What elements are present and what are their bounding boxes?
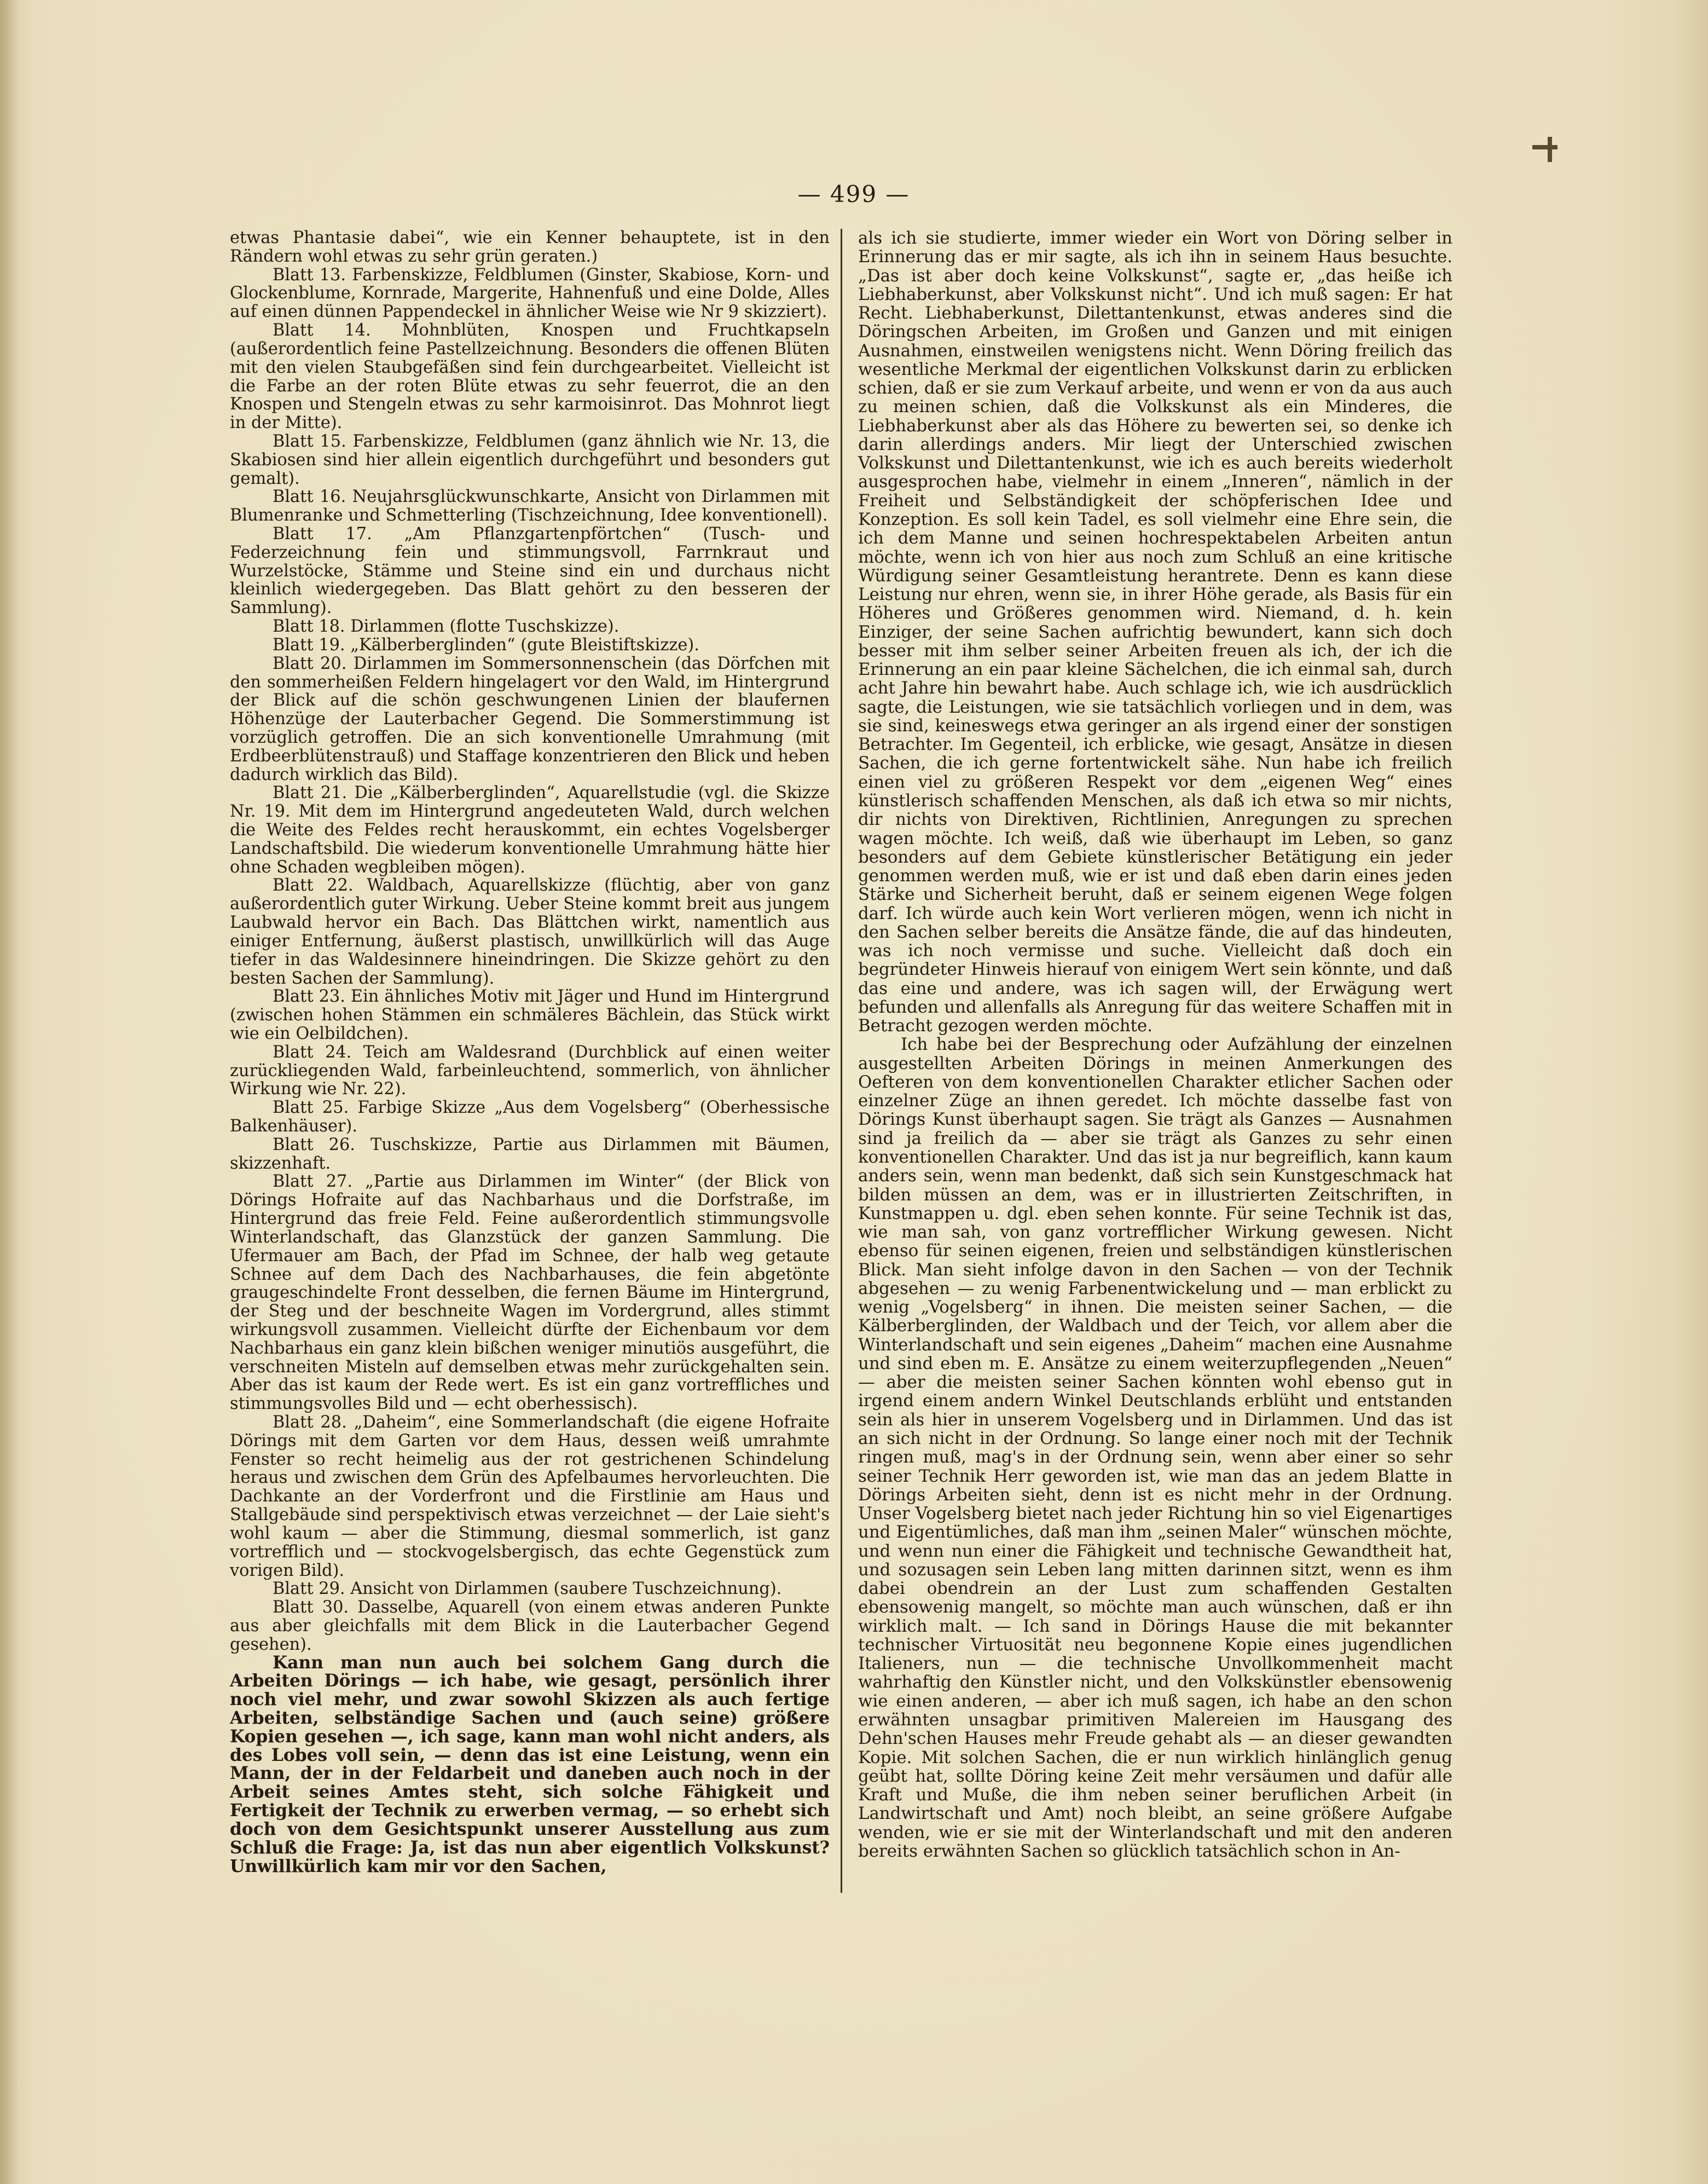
paragraph: Blatt 21. Die „Kälberberglinden“, Aquarellstudie (vgl. die Skizze Nr. 19. Mit dem im Hintergrund angedeuteten Wald, durch welchen die Weite des Feldes recht herauskommt, ein echtes Vogelsberger Landschaftsbild. Die wiederum konventionelle Umrahmung hätte hier ohne Schaden wegbleiben mögen). [230,783,830,877]
binding-shadow [0,0,19,2184]
page-number: — 499 — [797,181,910,207]
paragraph: Blatt 30. Dasselbe, Aquarell (von einem etwas anderen Punkte aus aber gleichfalls mit dem Blick in die Lauterbacher Gegend gesehen). [230,1598,830,1654]
paragraph: Blatt 24. Teich am Waldesrand (Durchblick auf einen weiter zurückliegenden Wald, farbeinleuchtend, sommerlich, von ähnlicher Wirkung wie Nr. 22). [230,1042,830,1099]
paragraph: Blatt 14. Mohnblüten, Knospen und Fruchtkapseln (außerordentlich feine Pastellzeichnung. Besonders die offenen Blüten mit den vielen Staubgefäßen sind fein durchgearbeitet. Vielleicht ist die Farbe an der roten Blüte etwas zu sehr feuerrot, die an den Knospen und Stengeln etwas zu sehr karmoisinrot. Das Mohnrot liegt in der Mitte). [230,321,830,433]
paragraph: Ich habe bei der Besprechung oder Aufzählung der einzelnen ausgestellten Arbeiten Dörings in meinen Anmerkungen des Oefteren von dem konventionellen Charakter etlicher Sachen oder einzelner Züge an ihnen geredet. Ich möchte dasselbe fast von Dörings Kunst überhaupt sagen. Sie trägt als Ganzes — Ausnahmen sind ja freilich da — aber sie trägt als Ganzes zu sehr einen konventionellen Charakter. Und das ist ja nur begreiflich, kann kaum anders sein, wenn man bedenkt, daß sich sein Kunstgeschmack hat bilden müssen an dem, was er in illustrierten Zeitschriften, in Kunstmappen u. dgl. eben sehen konnte. Für seine Technik ist das, wie man sah, von ganz vortrefflicher Wirkung gewesen. Nicht ebenso für seinen eigenen, freien und selbständigen künstlerischen Blick. Man sieht infolge davon in den Sachen — von der Technik abgesehen — zu wenig Farbenentwickelung und — man erblickt zu wenig „Vogelsberg“ in ihnen. Die meisten seiner Sachen, — die Kälberberglinden, der Waldbach und der Teich, vor allem aber die Winterlandschaft und sein eigenes „Daheim“ machen eine Ausnahme und sind eben m. E. Ansätze zu einem weiterzupflegenden „Neuen“ — aber die meisten seiner Sachen könnten wohl ebenso gut in irgend einem andern Winkel Deutschlands erblüht und entstanden sein als hier in unserem Vogelsberg und in Dirlammen. Und das ist an sich nicht in der Ordnung. So lange einer noch mit der Technik ringen muß, mag's in der Ordnung sein, wenn aber einer so sehr seiner Technik Herr geworden ist, wie man das an jedem Blatte in Dörings Arbeiten sieht, denn ist es nicht mehr in der Ordnung. Unser Vogelsberg bietet nach jeder Richtung hin so viel Eigenartiges und Eigentümliches, daß man ihm „seinen Maler“ wünschen möchte, und wenn nun einer die Fähigkeit und technische Gewandtheit hat, und sozusagen sein Leben lang mitten darinnen sitzt, wenn es ihm dabei obendrein an der Lust zum schaffenden Gestalten ebensowenig mangelt, so möchte man auch wünschen, daß er ihn wirklich malt. — Ich sand in Dörings Hause die mit bekannter technischer Virtuosität neu begonnene Kopie eines jugendlichen Italieners, nun — die technische Unvollkommenheit macht wahrhaftig den Künstler nicht, und den Volkskünstler ebensowenig wie einen anderen, — aber ich muß sagen, ich habe an den schon erwähnten unsagbar primitiven Malereien im Hausgang des Dehn'schen Hauses mehr Freude gehabt als — an dieser gewandten Kopie. Mit solchen Sachen, die er nun wirklich hinlänglich genug geübt hat, sollte Döring keine Zeit mehr versäumen und dafür alle Kraft und Muße, die ihm neben seiner beruflichen Arbeit (in Landwirtschaft und Amt) noch bleibt, an seine größere Aufgabe wenden, wie er sie mit der Winterlandschaft und mit den anderen bereits erwähnten Sachen so glücklich tatsächlich schon in An- [858,1035,1452,1861]
paragraph: Blatt 18. Dirlammen (flotte Tuschskizze). [273,617,619,637]
left-column [230,229,830,1876]
paragraph: Blatt 22. Waldbach, Aquarellskizze (flüchtig, aber von ganz außerordentlich guter Wirkung. Ueber Steine kommt breit aus jungem Laubwald hervor ein Bach. Das Blättchen wirkt, namentlich aus einiger Entfernung, äußerst plastisch, unwillkürlich will das Auge tiefer in das Waldesinnere hineindringen. Die Skizze gehört zu den besten Sachen der Sammlung). [230,876,830,988]
paragraph: Blatt 15. Farbenskizze, Feldblumen (ganz ähnlich wie Nr. 13, die Skabiosen sind hier allein eigentlich durchgeführt und besonders gut gemalt). [230,431,830,488]
paragraph: Blatt 19. „Kälberberglinden“ (gute Bleistiftskizze). [273,635,699,655]
print-mark-horizontal [1532,145,1558,149]
paragraph: Blatt 25. Farbige Skizze „Aus dem Vogelsberg“ (Oberhessische Balkenhäuser). [230,1098,830,1136]
paragraph: Blatt 23. Ein ähnliches Motiv mit Jäger und Hund im Hintergrund (zwischen hohen Stämmen ein schmäleres Bächlein, das Stück wirkt wie ein Oelbildchen). [230,987,830,1043]
paragraph: etwas Phantasie dabei“, wie ein Kenner behauptete, ist in den Rändern wohl etwas zu sehr grün geraten.) [230,228,830,266]
paragraph: Kann man nun auch bei solchem Gang durch die Arbeiten Dörings — ich habe, wie gesagt, persönlich ihrer noch viel mehr, und zwar sowohl Skizzen als auch fertige Arbeiten, selbständige Sachen und (auch seine) größere Kopien gesehen —, ich sage, kann man wohl nicht anders, als des Lobes voll sein, — denn das ist eine Leistung, wenn ein Mann, der in der Feldarbeit und daneben auch noch in der Arbeit seines Amtes steht, sich solche Fähigkeit und Fertigkeit der Technik zu erwerben vermag, — so erhebt sich doch von dem Gesichtspunkt unserer Ausstellung aus zum Schluß die Frage: Ja, ist das nun aber eigentlich Volkskunst? Unwillkürlich kam mir vor den Sachen, [230,1653,830,1876]
paragraph: Blatt 20. Dirlammen im Sommersonnenschein (das Dörfchen mit den sommerheißen Feldern hingelagert vor den Wald, im Hintergrund der Blick auf die schön geschwungenen Linien der blaufernen Höhenzüge der Lauterbacher Gegend. Die Sommerstimmung ist vorzüglich getroffen. Die an sich konventionelle Umrahmung (mit Erdbeerblütenstrauß) und Staffage konzentrieren den Blick und heben dadurch wirklich das Bild). [230,654,830,784]
print-mark [1548,137,1552,162]
paragraph: als ich sie studierte, immer wieder ein Wort von Döring selber in Erinnerung das er mir sagte, als ich ihn in seinem Haus besuchte. „Das ist aber doch keine Volkskunst“, sagte er, „das heiße ich Liebhaberkunst, aber Volkskunst nicht“. Und ich muß sagen: Er hat Recht. Liebhaberkunst, Dilettantenkunst, etwas anderes sind die Döringschen Arbeiten, im Großen und Ganzen und mit einigen Ausnahmen, einstweilen wenigstens nicht. Wenn Döring freilich das wesentliche Merkmal der eigentlichen Volkskunst darin zu erblicken schien, daß er sie zum Verkauf arbeite, und wenn er von da aus auch zu meinen schien, daß die Volkskunst als ein Minderes, die Liebhaberkunst aber als das Höhere zu bewerten sei, so denke ich darin allerdings anders. Mir liegt der Unterschied zwischen Volkskunst und Dilettantenkunst, wie ich es auch bereits wiederholt ausgesprochen habe, vielmehr in einem „Inneren“, nämlich in der Freiheit und Selbständigkeit der schöpferischen Idee und Konzeption. Es soll kein Tadel, es soll vielmehr eine Ehre sein, die ich dem Manne und seinen hochrespektabelen Arbeiten antun möchte, wenn ich von hier aus noch zum Schluß an eine kritische Würdigung seiner Gesamtleistung herantrete. Denn es kann diese Leistung nur ehren, wenn sie, in ihrer Höhe gerade, als Basis für ein Höheres und Größeres genommen wird. Niemand, d. h. kein Einziger, der seine Sachen aufrichtig bewundert, kann sich doch besser mit ihm selber seiner Arbeiten freuen als ich, der ich die Erinnerung an ein paar kleine Sächelchen, die ich einmal sah, durch acht Jahre hin bewahrt habe. Auch schlage ich, wie ich ausdrücklich sagte, die Leistungen, wie sie tatsächlich vorliegen und in dem, was sie sind, keineswegs etwa geringer an als irgend einer der sonstigen Betrachter. Im Gegenteil, ich erblicke, wie gesagt, Ansätze in diesen Sachen, die ich gerne fortentwickelt sähe. Nun habe ich freilich einen viel zu größeren Respekt vor dem „eigenen Weg“ eines künstlerisch schaffenden Menschen, als daß ich etwa so mir nichts, dir nichts von Direktiven, Richtlinien, Anregungen zu sprechen wagen möchte. Ich weiß, daß wie überhaupt im Leben, so ganz besonders auf dem Gebiete künstlerischer Betätigung ein jeder genommen werden muß, wie er ist und daß eben darin eines jeden Stärke und Sicherheit beruht, daß er seinem eigenen Wege folgen darf. Ich würde auch kein Wort verlieren mögen, wenn ich nicht in den Sachen selber bereits die Ansätze fände, die auf das hindeuten, was ich noch vermisse und suche. Vielleicht daß doch ein begründeter Hinweis hierauf von einigem Wert sein könnte, und daß das eine und andere, was ich sagen will, der Erwägung wert befunden und allenfalls als Anregung für das weitere Schaffen mit in Betracht gezogen werden möchte. [858,228,1452,1036]
paragraph: Blatt 26. Tuschskizze, Partie aus Dirlammen mit Bäumen, skizzenhaft. [230,1135,830,1173]
right-column [858,229,1452,1861]
paragraph: Blatt 27. „Partie aus Dirlammen im Winter“ (der Blick von Dörings Hofraite auf das Nachbarhaus und die Dorfstraße, im Hintergrund das freie Feld. Feine außerordentlich stimmungsvolle Winterlandschaft, das Glanzstück der ganzen Sammlung. Die Ufermauer am Bach, der Pfad im Schnee, der halb weg getaute Schnee auf dem Dach des Nachbarhauses, die fein abgetönte graugeschindelte Front desselben, die fernen Bäume im Hintergrund, der Steg und der beschneite Wagen im Vordergrund, alles stimmt wirkungsvoll zusammen. Vielleicht dürfte der Eichenbaum vor dem Nachbarhaus ein ganz klein bißchen weniger minutiös ausgeführt, die verschneiten Misteln auf demselben etwas mehr zurückgehalten sein. Aber das ist kaum der Rede wert. Es ist ein ganz vortreffliches und stimmungsvolles Bild und — echt oberhessisch). [230,1172,830,1414]
paragraph: Blatt 16. Neujahrsglückwunschkarte, Ansicht von Dirlammen mit Blumenranke und Schmetterling (Tischzeichnung, Idee konventionell). [230,487,830,525]
paragraph: Blatt 13. Farbenskizze, Feldblumen (Ginster, Skabiose, Korn- und Glockenblume, Kornrade, Margerite, Hahnenfuß und eine Dolde, Alles auf einen dünnen Pappendeckel in ähnlicher Weise wie Nr 9 skizziert). [230,265,830,322]
paragraph: Blatt 28. „Daheim“, eine Sommerlandschaft (die eigene Hofraite Dörings mit dem Garten vor dem Haus, dessen weiß umrahmte Fenster so recht heimelig aus der rot gestrichenen Schindelung heraus und zwischen dem Grün des Apfelbaumes hervorleuchten. Die Dachkante an der Vorderfront und die Firstlinie am Haus und Stallgebäude sind perspektivisch etwas verzeichnet — der Laie sieht's wohl kaum — aber die Stimmung, diesmal sommerlich, ist ganz vortrefflich und — stockvogelsbergisch, das echte Gegenstück zum vorigen Bild). [230,1413,830,1580]
paragraph: Blatt 29. Ansicht von Dirlammen (saubere Tuschzeichnung). [273,1579,782,1599]
column-divider [841,229,842,1893]
paragraph: Blatt 17. „Am Pflanzgartenpförtchen“ (Tusch- und Federzeichnung fein und stimmungsvoll, Farrnkraut und Wurzelstöcke, Stämme und Steine sind ein und durchaus nicht kleinlich wiedergegeben. Das Blatt gehört zu den besseren der Sammlung). [230,524,830,618]
